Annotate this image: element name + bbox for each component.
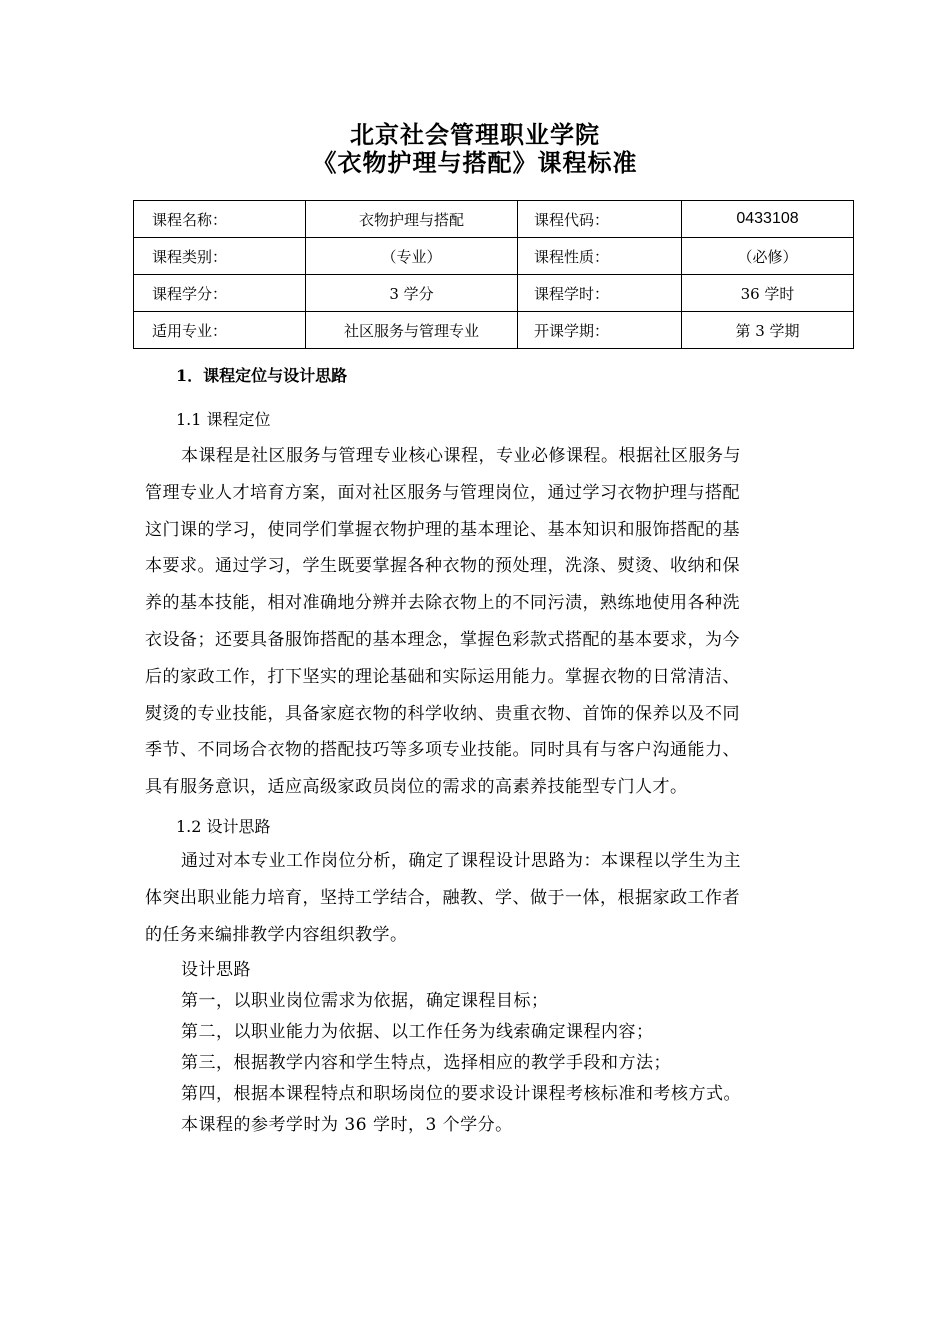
paragraph-line: 本课程是社区服务与管理专业核心课程，专业必修课程。根据社区服务与 — [181, 446, 741, 466]
table-cell: 课程名称： — [134, 201, 306, 238]
table-cell: 社区服务与管理专业 — [306, 312, 518, 349]
course-standard-title: 《衣物护理与搭配》课程标准 — [312, 148, 638, 177]
paragraph-line: 通过对本专业工作岗位分析，确定了课程设计思路为：本课程以学生为主 — [181, 851, 741, 871]
list-item: 本课程的参考学时为 36 学时，3 个学分。 — [181, 1115, 513, 1135]
list-item: 第一，以职业岗位需求为依据，确定课程目标； — [181, 991, 549, 1011]
table-cell: 课程学分： — [134, 275, 306, 312]
paragraph-line: 后的家政工作，打下坚实的理论基础和实际运用能力。掌握衣物的日常清洁、 — [145, 666, 740, 687]
table-cell: 课程代码： — [518, 201, 682, 238]
table-cell: 0433108 — [682, 201, 854, 238]
subsection-title-design: 1.2 设计思路 — [176, 817, 271, 836]
paragraph-line: 的任务来编排教学内容组织教学。 — [145, 924, 408, 945]
paragraph-line: 管理专业人才培育方案，面对社区服务与管理岗位，通过学习衣物护理与搭配 — [145, 482, 740, 503]
paragraph-line: 具有服务意识，适应高级家政员岗位的需求的高素养技能型专门人才。 — [145, 777, 688, 798]
table-cell: 3 学分 — [306, 275, 518, 312]
table-row — [134, 275, 854, 312]
design-list — [181, 955, 741, 1141]
subsection-title-positioning: 1.1 课程定位 — [176, 410, 271, 429]
paragraph-line: 季节、不同场合衣物的搭配技巧等多项专业技能。同时具有与客户沟通能力、 — [145, 740, 740, 761]
section-heading: 1．课程定位与设计思路 — [176, 366, 348, 385]
table-cell: 课程类别： — [134, 238, 306, 275]
table-cell: 课程性质： — [518, 238, 682, 275]
list-item: 第二，以职业能力为依据、以工作任务为线索确定课程内容； — [181, 1022, 654, 1042]
list-item: 第三，根据教学内容和学生特点，选择相应的教学手段和方法； — [181, 1053, 671, 1073]
course-info-table — [133, 200, 854, 349]
table-row — [134, 312, 854, 349]
table-cell: 开课学期： — [518, 312, 682, 349]
table-cell: （必修） — [682, 238, 854, 275]
list-item: 第四，根据本课程特点和职场岗位的要求设计课程考核标准和考核方式。 — [181, 1084, 741, 1104]
design-paragraph — [145, 843, 807, 953]
paragraph-line: 这门课的学习，使同学们掌握衣物护理的基本理论、基本知识和服饰搭配的基 — [145, 519, 740, 540]
table-cell: 36 学时 — [682, 275, 854, 312]
paragraph-line: 衣设备；还要具备服饰搭配的基本理念，掌握色彩款式搭配的基本要求，为今 — [145, 629, 740, 650]
positioning-paragraph — [145, 438, 807, 806]
table-cell: （专业） — [306, 238, 518, 275]
table-cell: 衣物护理与搭配 — [306, 201, 518, 238]
paragraph-line: 养的基本技能，相对准确地分辨并去除衣物上的不同污渍，熟练地使用各种洗 — [145, 593, 740, 614]
table-cell: 课程学时： — [518, 275, 682, 312]
paragraph-line: 本要求。通过学习，学生既要掌握各种衣物的预处理，洗涤、熨烫、收纳和保 — [145, 556, 740, 577]
table-cell: 第 3 学期 — [682, 312, 854, 349]
institution-title: 北京社会管理职业学院 — [350, 120, 600, 149]
table-row — [134, 201, 854, 238]
list-item: 设计思路 — [181, 960, 251, 980]
paragraph-line: 熨烫的专业技能，具备家庭衣物的科学收纳、贵重衣物、首饰的保养以及不同 — [145, 703, 740, 724]
table-row — [134, 238, 854, 275]
paragraph-line: 体突出职业能力培育，坚持工学结合，融教、学、做于一体，根据家政工作者 — [145, 887, 740, 908]
table-cell: 适用专业： — [134, 312, 306, 349]
